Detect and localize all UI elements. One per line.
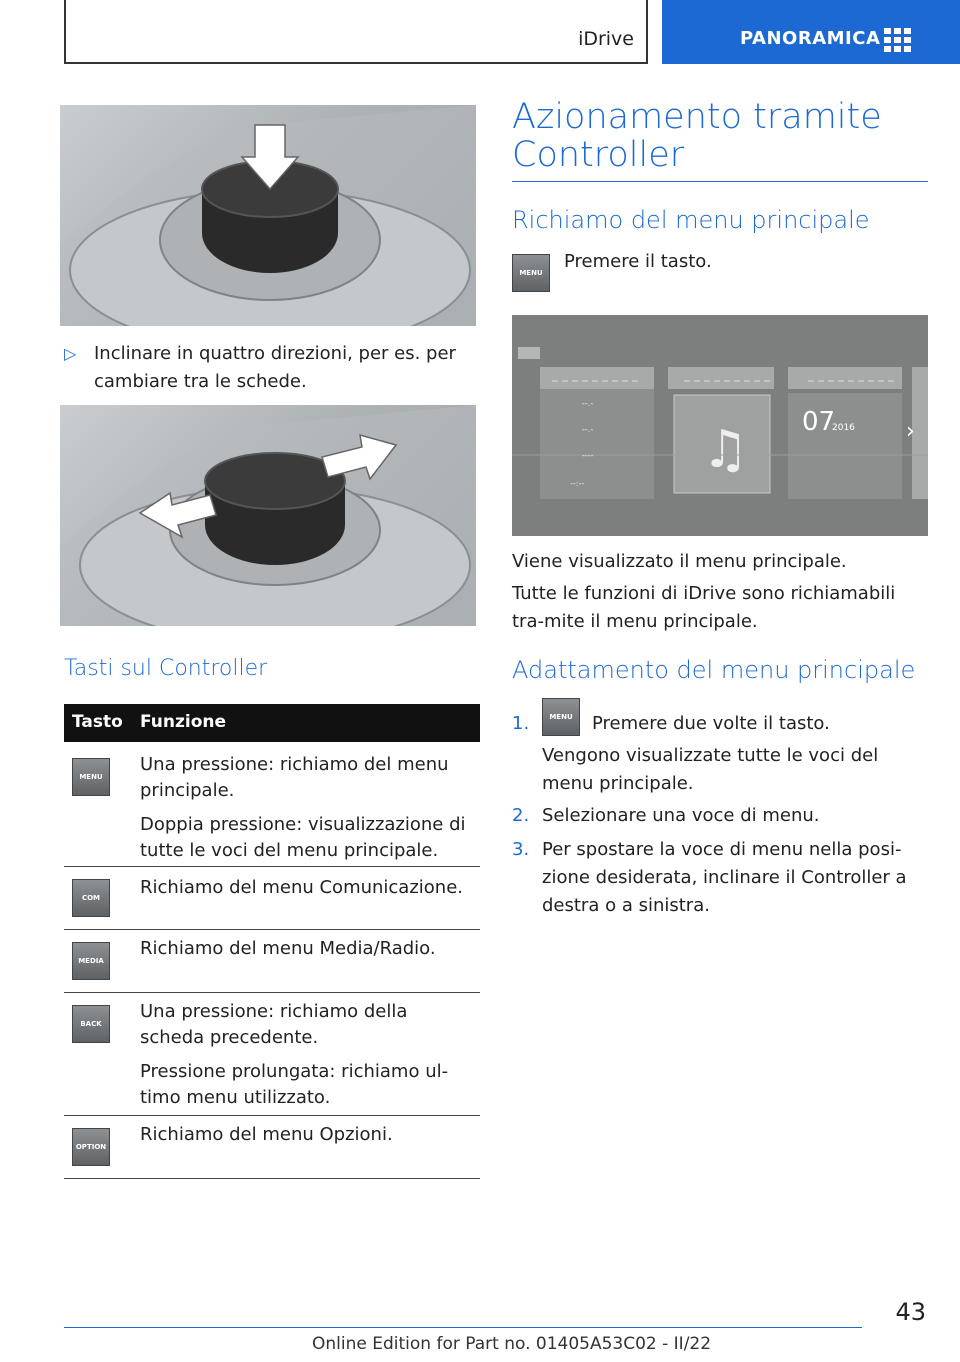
date-year: 2016 xyxy=(832,423,855,433)
step-number: 2. xyxy=(512,805,530,826)
keys-heading: Tasti sul Controller xyxy=(64,656,268,681)
function-text: Richiamo del menu Media/Radio. xyxy=(140,938,436,959)
com-key-icon: COM xyxy=(72,879,110,917)
main-menu-screen xyxy=(512,315,928,536)
table-header xyxy=(64,704,480,742)
function-text: Richiamo del menu Opzioni. xyxy=(140,1124,393,1145)
keys-table xyxy=(64,704,480,1179)
controller-press-photo xyxy=(60,105,476,326)
controller-tilt-photo xyxy=(60,405,476,626)
press-key-text: Premere il tasto. xyxy=(564,251,712,272)
header-chapter: PANORAMICA xyxy=(740,28,881,49)
steps-list xyxy=(512,710,928,916)
function-text: Una pressione: richiamo del menu principale. xyxy=(140,754,449,801)
table-row xyxy=(64,742,480,867)
menu-heading: Richiamo del menu principale xyxy=(512,206,870,234)
option-key-icon: OPTION xyxy=(72,1128,110,1166)
section-title: Azionamento tramite Controller xyxy=(512,97,882,175)
adjust-heading: Adattamento del menu principale xyxy=(512,656,916,684)
svg-text:♫: ♫ xyxy=(702,420,749,480)
menu-key-icon: MENU xyxy=(512,254,550,292)
function-text: Pressione prolungata: richiamo ul-timo menu utilizzato. xyxy=(140,1061,449,1108)
menu-key-icon: MENU xyxy=(542,698,580,736)
title-rule xyxy=(512,181,928,182)
menu-functions-text: Tutte le funzioni di iDrive sono richiamabili tra-mite il menu principale. xyxy=(512,583,896,632)
col-key-header: Tasto xyxy=(72,712,123,732)
header-chapter-tab[interactable] xyxy=(662,0,960,64)
page-number: 43 xyxy=(895,1298,926,1326)
chevron-right-icon: › xyxy=(906,419,915,444)
grid-menu-icon xyxy=(884,28,912,52)
function-text: Doppia pressione: visualizzazione di tutte le voci del menu principale. xyxy=(140,814,466,861)
menu-shown-text: Viene visualizzato il menu principale. xyxy=(512,551,847,572)
table-row xyxy=(64,867,480,930)
table-row xyxy=(64,1116,480,1179)
screen-value: --:-- xyxy=(570,479,585,488)
header-frame xyxy=(64,0,648,64)
screen-value: ---- xyxy=(582,451,594,460)
back-key-icon: BACK xyxy=(72,1005,110,1043)
screen-value: --.- xyxy=(582,425,594,434)
table-row xyxy=(64,930,480,993)
col-function-header: Funzione xyxy=(140,712,227,732)
step-number: 3. xyxy=(512,839,530,860)
step-text: Selezionare una voce di menu. xyxy=(542,805,820,826)
bullet-triangle-icon: ▷ xyxy=(64,344,77,363)
tilt-instruction-text: Inclinare in quattro direzioni, per es. per cambiare tra le schede. xyxy=(94,343,456,392)
date-day: 07 xyxy=(802,407,836,437)
step-sub-text: Vengono visualizzate tutte le voci del menu principale. xyxy=(542,745,879,794)
footer-rule xyxy=(64,1327,862,1328)
function-text: Richiamo del menu Comunicazione. xyxy=(140,877,464,898)
media-key-icon: MEDIA xyxy=(72,942,110,980)
function-text: Una pressione: richiamo della scheda precedente. xyxy=(140,1001,408,1048)
screen-value: --.- xyxy=(582,399,594,408)
step-text: Premere due volte il tasto. xyxy=(592,713,830,734)
menu-key-icon: MENU xyxy=(72,758,110,796)
table-row xyxy=(64,993,480,1116)
step-text: Per spostare la voce di menu nella posi-zione desiderata, inclinare il Controller a destra o a sinistra. xyxy=(542,839,907,916)
step-number: 1. xyxy=(512,713,530,734)
header-section: iDrive xyxy=(578,28,634,50)
footer-edition: Online Edition for Part no. 01405A53C02 - II/22 xyxy=(312,1334,712,1354)
